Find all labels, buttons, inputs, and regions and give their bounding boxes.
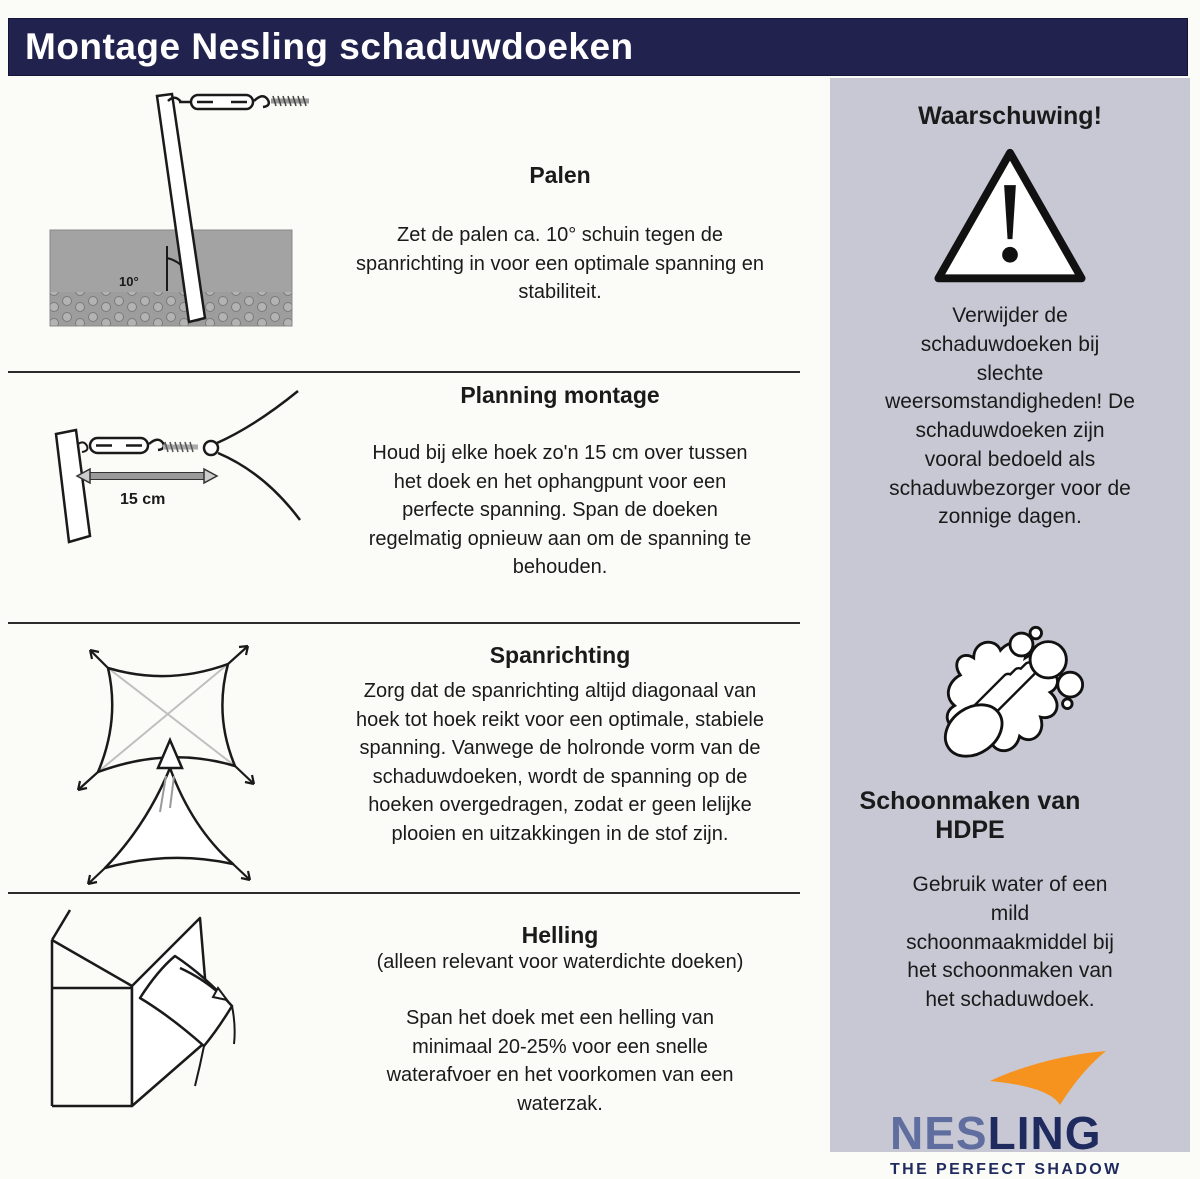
tension-direction-illustration bbox=[30, 626, 310, 890]
nesling-logo bbox=[830, 1049, 1190, 1179]
sidebar bbox=[830, 78, 1190, 1179]
brand-tagline: THE PERFECT SHADOW bbox=[890, 1161, 1122, 1179]
section-planning-montage bbox=[360, 382, 760, 582]
warning-heading: Waarschuwing! bbox=[918, 102, 1102, 130]
section-heading: Spanrichting bbox=[489, 642, 631, 668]
section-divider bbox=[8, 892, 800, 894]
angle-label: 10° bbox=[119, 274, 139, 289]
pole-tilted-illustration bbox=[35, 88, 315, 350]
header-bar bbox=[8, 18, 1188, 76]
section-body: Span het doek met een helling van minimaal 20-25% voor een snelle waterafvoer en het voorkomen van een waterzak. bbox=[386, 1007, 734, 1115]
turnbuckle-15cm-illustration bbox=[20, 388, 310, 568]
section-body: Zet de palen ca. 10° schuin tegen de spanrichting in voor een optimale spanning en stabiliteit. bbox=[355, 224, 765, 304]
sail-icon bbox=[986, 1049, 1111, 1107]
warning-triangle-icon bbox=[926, 141, 1094, 293]
page-title: Montage Nesling schaduwdoeken bbox=[25, 26, 634, 67]
cleaning-heading: Schoonmaken van HDPE bbox=[859, 787, 1081, 845]
slope-water-runoff-illustration bbox=[20, 896, 300, 1156]
section-body: Zorg dat de spanrichting altijd diagonaal van hoek tot hoek reikt voor een optimale, stabiele spanning. Vanwege de holronde vorm van de schaduwdoeken, wordt de spanning op de hoeken overgedragen, zodat er geen lelijke plooien en uitzakkingen in de stof zijn. bbox=[355, 680, 765, 845]
section-subheading: (alleen relevant voor waterdichte doeken) bbox=[376, 951, 744, 973]
section-heading: Planning montage bbox=[460, 382, 660, 408]
section-palen bbox=[345, 162, 775, 307]
warning-body: Verwijder de schaduwdoeken bij slechte weersomstandigheden! De schaduwdoeken zijn vooral bedoeld als schaduwbezorger voor de zonnige dagen. bbox=[885, 304, 1135, 529]
brand-name bbox=[890, 1106, 1190, 1159]
section-body: Houd bij elke hoek zo'n 15 cm over tussen het doek en het ophangpunt voor een perfecte spanning. Span de doeken regelmatig opnieuw aan om de spanning te behouden. bbox=[368, 442, 752, 579]
distance-label: 15 cm bbox=[120, 491, 166, 508]
cleaning-body: Gebruik water of een mild schoonmaakmiddel bij het schoonmaken van het schaduwdoek. bbox=[906, 873, 1114, 1012]
section-heading: Helling bbox=[521, 922, 599, 948]
section-heading: Palen bbox=[529, 162, 591, 188]
section-helling bbox=[375, 922, 745, 1118]
brand-part1: NES bbox=[890, 1106, 988, 1159]
hand-washing-icon bbox=[924, 614, 1096, 782]
brand-part2: LING bbox=[987, 1106, 1102, 1159]
section-divider bbox=[8, 371, 800, 373]
section-divider bbox=[8, 622, 800, 624]
section-spanrichting bbox=[350, 642, 770, 849]
